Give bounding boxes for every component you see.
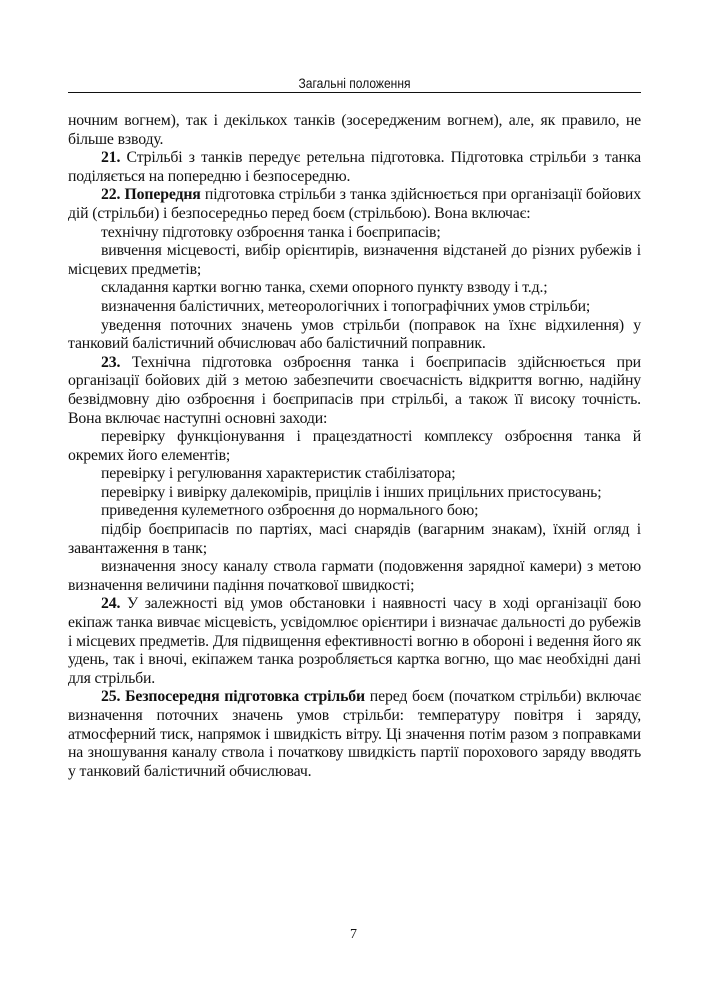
list-item — [68, 521, 641, 558]
paragraph-text: Технічна підготовка озброєння танка і боєприпасів здійснюється при організації бойових дій з метою забезпечити своєчасність відкриття вогню, надійну безвідмовну дію озброєння і боєприпасів при стрільбі, а також її високу точність. Вона включає наступні основні заходи: — [68, 353, 641, 427]
paragraph-number: 23. — [101, 353, 121, 371]
paragraph-continuation — [68, 112, 641, 149]
paragraph-22 — [68, 186, 641, 223]
running-header: Загальні положення — [298, 75, 411, 91]
header-rule — [68, 92, 641, 93]
list-item — [68, 317, 641, 354]
list-item-text: приведення кулеметного озброєння до нормального бою; — [101, 502, 479, 520]
list-item — [68, 465, 641, 484]
page-number: 7 — [350, 927, 357, 942]
list-item — [68, 224, 641, 243]
list-item — [68, 502, 641, 521]
list-item — [68, 558, 641, 595]
list-item-text: вивчення місцевості, вибір орієнтирів, визначення відстаней до різних рубежів і місцевих предметів; — [68, 242, 641, 278]
list-item — [68, 279, 641, 298]
body-text — [68, 112, 641, 781]
list-item — [68, 484, 641, 503]
paragraph-heading: 22. Попередня — [101, 186, 201, 204]
paragraph-text: Стрільбі з танків передує ретельна підготовка. Підготовка стрільби з танка поділяється на попередню і безпосередню. — [68, 149, 641, 185]
list-item-text: підбір боєприпасів по партіях, масі снарядів (вагарним знакам), їхній огляд і завантаження в танк; — [68, 521, 641, 557]
paragraph-heading: 25. Безпосередня підготовка стрільби — [101, 688, 366, 706]
list-item-text: технічну підготовку озброєння танка і боєприпасів; — [101, 223, 441, 241]
list-item-text: визначення балістичних, метеорологічних і топографічних умов стрільби; — [101, 297, 591, 315]
paragraph-21 — [68, 149, 641, 186]
list-item-text: визначення зносу каналу ствола гармати (подовження зарядної камери) з метою визначення величини падіння початкової швидкості; — [68, 558, 641, 594]
list-item — [68, 428, 641, 465]
list-item-text: перевірку і регулювання характеристик стабілізатора; — [101, 465, 456, 483]
paragraph-25 — [68, 688, 641, 781]
paragraph-number: 24. — [101, 595, 121, 613]
paragraph-text: підготовка стрільби з танка здійснюється при організації бойових дій (стрільби) і безпосередньо перед боєм (стрільбою). Вона включає: — [68, 186, 641, 222]
list-item-text: уведення поточних значень умов стрільби (поправок на їхнє відхилення) у танковий балістичний обчислювач або балістичний поправник. — [68, 316, 641, 353]
paragraph-text: У залежності від умов обстановки і наявності часу в ході організації бою екіпаж танка вивчає місцевість, усвідомлює орієнтири і визначає дальності до рубежів і місцевих предметів. Для підвищення ефективності вогню в обороні і ведення його як удень, так і вночі, екіпажем танка розробляється картка вогню, що має необхідні дані для стрільби. — [68, 595, 641, 687]
list-item-text: перевірку функціонування і працездатності комплексу озброєння танка й окремих його елементів; — [68, 428, 641, 464]
paragraph-text: ночним вогнем), так і декількох танків (зосередженим вогнем), але, як правило, не більше взводу. — [68, 112, 641, 148]
list-item-text: перевірку і вивірку далекомірів, прицілів і інших прицільних пристосувань; — [101, 483, 602, 501]
paragraph-number: 21. — [101, 149, 121, 167]
list-item — [68, 298, 641, 317]
paragraph-23 — [68, 354, 641, 428]
paragraph-text: перед боєм (початком стрільби) включає визначення поточних значень умов стрільби: температуру повітря і заряду, атмосферний тиск, напрямок і швидкість вітру. Ці значення потім разом з поправками на зношування каналу ствола і початкову швидкість партії порохового заряду вводять у танковий балістичний обчислювач. — [68, 688, 641, 780]
list-item-text: складання картки вогню танка, схеми опорного пункту взводу і т.д.; — [101, 279, 548, 297]
list-item — [68, 242, 641, 279]
paragraph-24 — [68, 595, 641, 688]
